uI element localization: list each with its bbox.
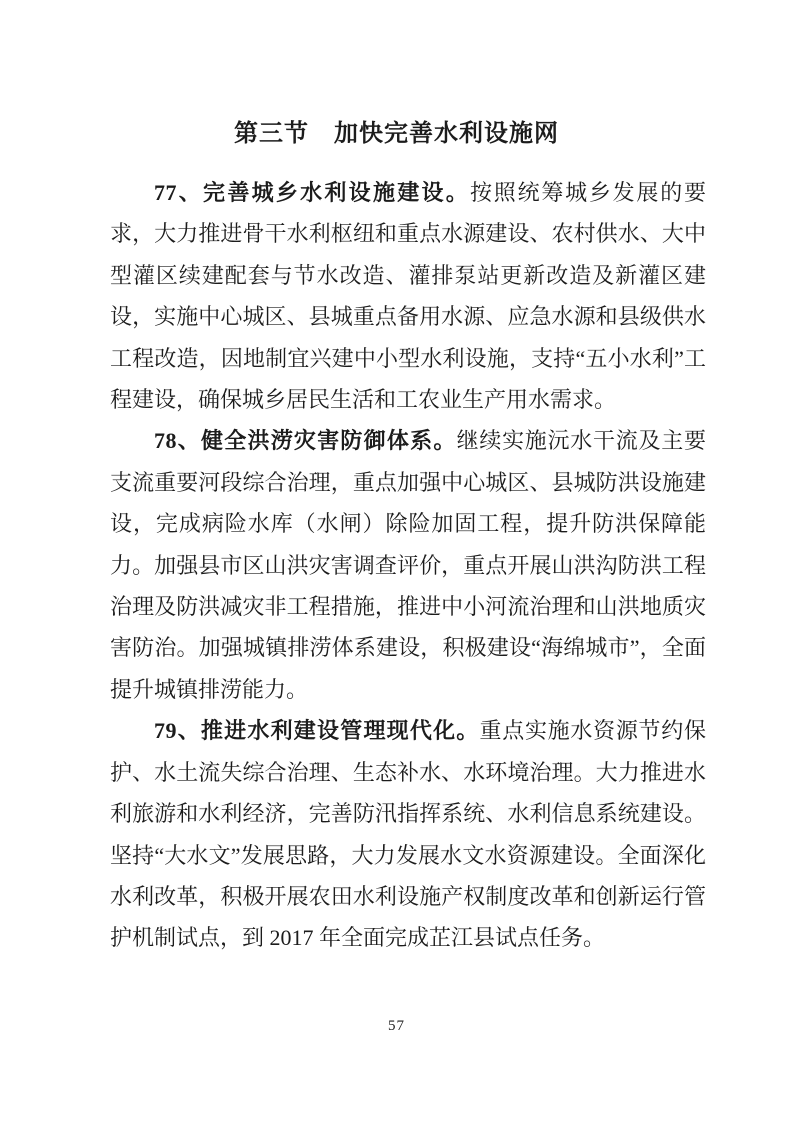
paragraph-79-text: 重点实施水资源节约保护、水土流失综合治理、生态补水、水环境治理。大力推进水利旅游和水利经济，完善防汛指挥系统、水利信息系统建设。坚持“大水文”发展思路，大力发展水文水资源建设。全面深化水利改革，积极开展农田水利设施产权制度改革和创新运行管护机制试点，到 2017 年全面完成芷江县试点任务。 (110, 718, 706, 951)
paragraph-79-lead: 79、推进水利建设管理现代化。 (154, 718, 480, 744)
paragraph-77-text: 按照统筹城乡发展的要求，大力推进骨干水利枢纽和重点水源建设、农村供水、大中型灌区续建配套与节水改造、灌排泵站更新改造及新灌区建设，实施中心城区、县城重点备用水源、应急水源和县级供水工程改造，因地制宜兴建中小型水利设施，支持“五小水利”工程建设，确保城乡居民生活和工农业生产用水需求。 (110, 180, 706, 413)
page-number: 57 (388, 1018, 405, 1034)
paragraph-78 (110, 420, 706, 710)
document-body (110, 172, 706, 959)
section-title: 第三节 加快完善水利设施网 (234, 121, 559, 147)
paragraph-78-lead: 78、健全洪涝灾害防御体系。 (154, 428, 457, 454)
paragraph-79 (110, 710, 706, 958)
paragraph-77 (110, 172, 706, 420)
paragraph-77-lead: 77、完善城乡水利设施建设。 (154, 180, 471, 205)
paragraph-78-text: 继续实施沅水干流及主要支流重要河段综合治理，重点加强中心城区、县城防洪设施建设，完成病险水库（水闸）除险加固工程，提升防洪保障能力。加强县市区山洪灾害调查评价，重点开展山洪沟防洪工程治理及防洪减灾非工程措施，推进中小河流治理和山洪地质灾害防治。加强城镇排涝体系建设，积极建设“海绵城市”，全面提升城镇排涝能力。 (110, 428, 706, 702)
